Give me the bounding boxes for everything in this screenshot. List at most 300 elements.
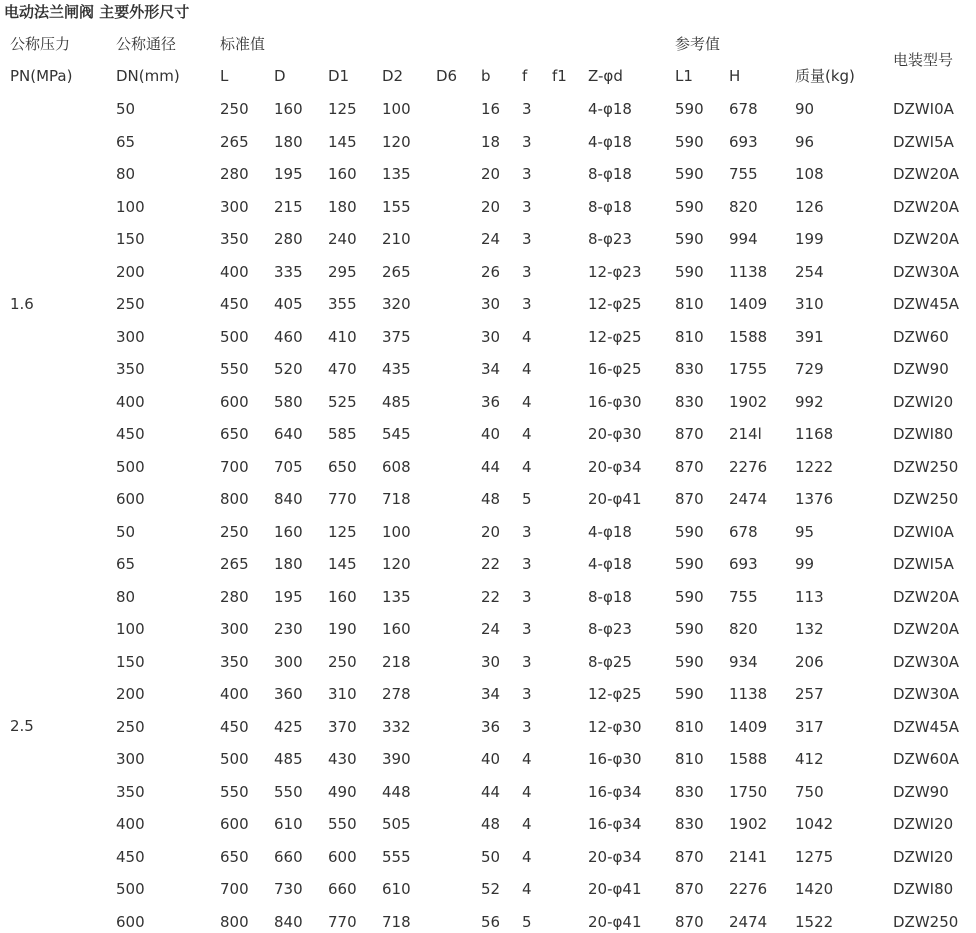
cell-L1: 590 xyxy=(675,198,704,216)
cell-L: 500 xyxy=(220,328,249,346)
cell-f: 3 xyxy=(522,230,532,248)
cell-model: DZWI5A xyxy=(893,555,954,573)
cell-dn: 600 xyxy=(116,913,145,931)
cell-D2: 100 xyxy=(382,100,411,118)
cell-b: 34 xyxy=(481,360,501,378)
cell-D2: 448 xyxy=(382,783,411,801)
cell-z-phid: 12-φ25 xyxy=(588,328,642,346)
cell-b: 44 xyxy=(481,458,501,476)
cell-D2: 120 xyxy=(382,555,411,573)
cell-D: 550 xyxy=(274,783,303,801)
cell-D: 195 xyxy=(274,165,303,183)
cell-D1: 125 xyxy=(328,523,357,541)
cell-mass: 1168 xyxy=(795,425,834,443)
cell-L: 650 xyxy=(220,425,249,443)
cell-f: 4 xyxy=(522,815,532,833)
cell-D1: 550 xyxy=(328,815,357,833)
cell-b: 40 xyxy=(481,750,501,768)
cell-z-phid: 20-φ34 xyxy=(588,848,642,866)
cell-D: 160 xyxy=(274,523,303,541)
cell-b: 20 xyxy=(481,165,501,183)
cell-mass: 99 xyxy=(795,555,815,573)
cell-mass: 317 xyxy=(795,718,824,736)
cell-f: 4 xyxy=(522,783,532,801)
cell-dn: 500 xyxy=(116,880,145,898)
cell-model: DZW20A xyxy=(893,230,960,248)
cell-z-phid: 16-φ25 xyxy=(588,360,642,378)
cell-model: DZWI20 xyxy=(893,815,954,833)
cell-f: 3 xyxy=(522,685,532,703)
cell-mass: 992 xyxy=(795,393,824,411)
cell-L: 400 xyxy=(220,685,249,703)
cell-H: 2141 xyxy=(729,848,768,866)
cell-f: 4 xyxy=(522,458,532,476)
header-pressure-unit: PN(MPa) xyxy=(10,67,73,85)
cell-D1: 660 xyxy=(328,880,357,898)
cell-D1: 250 xyxy=(328,653,357,671)
cell-D: 335 xyxy=(274,263,303,281)
cell-D2: 608 xyxy=(382,458,411,476)
cell-D1: 410 xyxy=(328,328,357,346)
cell-D: 300 xyxy=(274,653,303,671)
header-zphid: Z-φd xyxy=(588,67,623,85)
cell-D: 195 xyxy=(274,588,303,606)
cell-mass: 254 xyxy=(795,263,824,281)
cell-f: 3 xyxy=(522,523,532,541)
cell-f: 3 xyxy=(522,718,532,736)
cell-L: 450 xyxy=(220,295,249,313)
cell-L1: 810 xyxy=(675,718,704,736)
cell-D2: 505 xyxy=(382,815,411,833)
cell-model: DZW90 xyxy=(893,783,949,801)
cell-z-phid: 8-φ18 xyxy=(588,198,632,216)
cell-z-phid: 16-φ34 xyxy=(588,783,642,801)
cell-f: 4 xyxy=(522,328,532,346)
cell-D1: 240 xyxy=(328,230,357,248)
cell-D: 660 xyxy=(274,848,303,866)
cell-mass: 257 xyxy=(795,685,824,703)
cell-z-phid: 12-φ23 xyxy=(588,263,642,281)
cell-z-phid: 4-φ18 xyxy=(588,555,632,573)
cell-dn: 450 xyxy=(116,848,145,866)
cell-D2: 135 xyxy=(382,588,411,606)
cell-f: 3 xyxy=(522,588,532,606)
cell-dn: 200 xyxy=(116,263,145,281)
cell-b: 36 xyxy=(481,393,501,411)
cell-f: 4 xyxy=(522,360,532,378)
cell-D1: 355 xyxy=(328,295,357,313)
cell-L: 265 xyxy=(220,133,249,151)
cell-D: 705 xyxy=(274,458,303,476)
cell-mass: 391 xyxy=(795,328,824,346)
header-D2: D2 xyxy=(382,67,404,85)
cell-H: 1138 xyxy=(729,685,768,703)
cell-L1: 830 xyxy=(675,360,704,378)
cell-L: 550 xyxy=(220,360,249,378)
cell-D: 520 xyxy=(274,360,303,378)
cell-D1: 145 xyxy=(328,133,357,151)
cell-z-phid: 8-φ23 xyxy=(588,230,632,248)
cell-H: 693 xyxy=(729,555,758,573)
cell-D2: 718 xyxy=(382,913,411,931)
cell-L1: 830 xyxy=(675,783,704,801)
cell-mass: 1275 xyxy=(795,848,834,866)
cell-model: DZWI0A xyxy=(893,523,954,541)
cell-model: DZW20A xyxy=(893,588,960,606)
cell-z-phid: 8-φ25 xyxy=(588,653,632,671)
cell-model: DZW250 xyxy=(893,458,959,476)
cell-D: 730 xyxy=(274,880,303,898)
cell-dn: 80 xyxy=(116,165,136,183)
cell-D1: 160 xyxy=(328,588,357,606)
cell-mass: 108 xyxy=(795,165,824,183)
cell-H: 678 xyxy=(729,100,758,118)
cell-f: 3 xyxy=(522,133,532,151)
cell-z-phid: 12-φ25 xyxy=(588,295,642,313)
cell-D: 280 xyxy=(274,230,303,248)
cell-z-phid: 16-φ30 xyxy=(588,393,642,411)
cell-model: DZWI5A xyxy=(893,133,954,151)
page-title: 电动法兰闸阀 主要外形尺寸 xyxy=(4,3,190,21)
cell-f: 3 xyxy=(522,165,532,183)
cell-D: 840 xyxy=(274,490,303,508)
cell-model: DZW30A xyxy=(893,685,960,703)
cell-f: 5 xyxy=(522,913,532,931)
cell-z-phid: 20-φ41 xyxy=(588,490,642,508)
cell-L1: 590 xyxy=(675,523,704,541)
cell-dn: 50 xyxy=(116,523,136,541)
cell-mass: 1042 xyxy=(795,815,834,833)
cell-b: 56 xyxy=(481,913,501,931)
header-L: L xyxy=(220,67,229,85)
cell-L1: 590 xyxy=(675,133,704,151)
cell-mass: 412 xyxy=(795,750,824,768)
cell-L1: 830 xyxy=(675,815,704,833)
cell-z-phid: 20-φ30 xyxy=(588,425,642,443)
cell-H: 820 xyxy=(729,198,758,216)
cell-L1: 590 xyxy=(675,685,704,703)
cell-D1: 430 xyxy=(328,750,357,768)
cell-mass: 126 xyxy=(795,198,824,216)
cell-b: 30 xyxy=(481,295,501,313)
cell-dn: 250 xyxy=(116,718,145,736)
cell-model: DZW45A xyxy=(893,295,960,313)
cell-L1: 810 xyxy=(675,750,704,768)
cell-H: 2474 xyxy=(729,913,768,931)
cell-dn: 150 xyxy=(116,230,145,248)
cell-dn: 400 xyxy=(116,393,145,411)
cell-L1: 590 xyxy=(675,620,704,638)
cell-dn: 300 xyxy=(116,328,145,346)
cell-L1: 870 xyxy=(675,880,704,898)
cell-D2: 332 xyxy=(382,718,411,736)
cell-b: 26 xyxy=(481,263,501,281)
cell-z-phid: 16-φ30 xyxy=(588,750,642,768)
cell-H: 2276 xyxy=(729,880,768,898)
cell-D1: 770 xyxy=(328,490,357,508)
cell-H: 214l xyxy=(729,425,762,443)
cell-dn: 150 xyxy=(116,653,145,671)
cell-D: 485 xyxy=(274,750,303,768)
cell-D: 460 xyxy=(274,328,303,346)
cell-mass: 1522 xyxy=(795,913,834,931)
cell-model: DZW45A xyxy=(893,718,960,736)
cell-model: DZW30A xyxy=(893,653,960,671)
cell-D2: 135 xyxy=(382,165,411,183)
cell-z-phid: 4-φ18 xyxy=(588,133,632,151)
cell-z-phid: 4-φ18 xyxy=(588,100,632,118)
cell-dn: 65 xyxy=(116,555,136,573)
cell-L: 350 xyxy=(220,230,249,248)
cell-L: 700 xyxy=(220,458,249,476)
cell-D2: 718 xyxy=(382,490,411,508)
header-reference: 参考值 xyxy=(675,35,721,53)
cell-D2: 390 xyxy=(382,750,411,768)
cell-b: 44 xyxy=(481,783,501,801)
cell-b: 24 xyxy=(481,230,501,248)
cell-H: 1588 xyxy=(729,750,768,768)
cell-z-phid: 12-φ30 xyxy=(588,718,642,736)
cell-L: 300 xyxy=(220,620,249,638)
cell-L1: 870 xyxy=(675,848,704,866)
cell-b: 16 xyxy=(481,100,501,118)
cell-dn: 350 xyxy=(116,783,145,801)
cell-D: 610 xyxy=(274,815,303,833)
cell-D1: 180 xyxy=(328,198,357,216)
cell-b: 20 xyxy=(481,523,501,541)
cell-mass: 1420 xyxy=(795,880,834,898)
cell-L: 800 xyxy=(220,913,249,931)
cell-H: 820 xyxy=(729,620,758,638)
cell-H: 1902 xyxy=(729,815,768,833)
cell-dn: 65 xyxy=(116,133,136,151)
cell-f: 3 xyxy=(522,198,532,216)
cell-b: 22 xyxy=(481,555,501,573)
cell-D2: 320 xyxy=(382,295,411,313)
cell-L1: 590 xyxy=(675,165,704,183)
cell-H: 1588 xyxy=(729,328,768,346)
cell-D1: 770 xyxy=(328,913,357,931)
pn-group-2: 2.5 xyxy=(10,717,34,735)
cell-D2: 555 xyxy=(382,848,411,866)
cell-D2: 100 xyxy=(382,523,411,541)
header-f: f xyxy=(522,67,528,85)
cell-D: 580 xyxy=(274,393,303,411)
cell-D2: 545 xyxy=(382,425,411,443)
cell-L: 700 xyxy=(220,880,249,898)
cell-L1: 830 xyxy=(675,393,704,411)
cell-mass: 729 xyxy=(795,360,824,378)
cell-dn: 350 xyxy=(116,360,145,378)
cell-D2: 120 xyxy=(382,133,411,151)
cell-model: DZWI20 xyxy=(893,848,954,866)
cell-f: 4 xyxy=(522,848,532,866)
cell-L: 280 xyxy=(220,165,249,183)
cell-f: 3 xyxy=(522,100,532,118)
header-model: 电装型号 xyxy=(893,51,954,69)
cell-L1: 590 xyxy=(675,230,704,248)
cell-D1: 125 xyxy=(328,100,357,118)
cell-model: DZW20A xyxy=(893,165,960,183)
cell-D1: 525 xyxy=(328,393,357,411)
cell-H: 1409 xyxy=(729,718,768,736)
header-H: H xyxy=(729,67,741,85)
cell-D: 180 xyxy=(274,133,303,151)
cell-L: 600 xyxy=(220,815,249,833)
cell-D1: 310 xyxy=(328,685,357,703)
cell-H: 1409 xyxy=(729,295,768,313)
cell-model: DZWI80 xyxy=(893,425,954,443)
cell-D2: 218 xyxy=(382,653,411,671)
header-mass: 质量(kg) xyxy=(795,67,855,85)
cell-mass: 199 xyxy=(795,230,824,248)
cell-model: DZW250 xyxy=(893,913,959,931)
cell-dn: 300 xyxy=(116,750,145,768)
cell-H: 755 xyxy=(729,165,758,183)
header-standard: 标准值 xyxy=(220,35,266,53)
cell-dn: 200 xyxy=(116,685,145,703)
cell-dn: 600 xyxy=(116,490,145,508)
cell-mass: 95 xyxy=(795,523,815,541)
cell-D2: 435 xyxy=(382,360,411,378)
cell-f: 3 xyxy=(522,263,532,281)
header-diameter-unit: DN(mm) xyxy=(116,67,180,85)
cell-model: DZWI0A xyxy=(893,100,954,118)
cell-f: 3 xyxy=(522,620,532,638)
cell-z-phid: 20-φ34 xyxy=(588,458,642,476)
cell-H: 2474 xyxy=(729,490,768,508)
cell-dn: 250 xyxy=(116,295,145,313)
cell-b: 34 xyxy=(481,685,501,703)
cell-D2: 278 xyxy=(382,685,411,703)
cell-b: 50 xyxy=(481,848,501,866)
cell-D1: 585 xyxy=(328,425,357,443)
cell-b: 30 xyxy=(481,328,501,346)
cell-L: 500 xyxy=(220,750,249,768)
cell-H: 934 xyxy=(729,653,758,671)
cell-mass: 113 xyxy=(795,588,824,606)
cell-H: 755 xyxy=(729,588,758,606)
cell-mass: 1376 xyxy=(795,490,834,508)
cell-L: 350 xyxy=(220,653,249,671)
cell-z-phid: 20-φ41 xyxy=(588,880,642,898)
cell-D: 425 xyxy=(274,718,303,736)
cell-H: 1138 xyxy=(729,263,768,281)
cell-b: 48 xyxy=(481,490,501,508)
cell-b: 20 xyxy=(481,198,501,216)
cell-H: 1750 xyxy=(729,783,768,801)
cell-mass: 310 xyxy=(795,295,824,313)
cell-f: 5 xyxy=(522,490,532,508)
cell-D: 180 xyxy=(274,555,303,573)
cell-L: 550 xyxy=(220,783,249,801)
cell-f: 3 xyxy=(522,653,532,671)
cell-D1: 490 xyxy=(328,783,357,801)
cell-b: 48 xyxy=(481,815,501,833)
cell-D1: 600 xyxy=(328,848,357,866)
cell-f: 4 xyxy=(522,393,532,411)
cell-mass: 1222 xyxy=(795,458,834,476)
header-f1: f1 xyxy=(552,67,567,85)
cell-H: 994 xyxy=(729,230,758,248)
cell-f: 4 xyxy=(522,880,532,898)
cell-model: DZW60 xyxy=(893,328,949,346)
cell-L1: 590 xyxy=(675,588,704,606)
cell-H: 1902 xyxy=(729,393,768,411)
cell-D: 230 xyxy=(274,620,303,638)
cell-f: 4 xyxy=(522,425,532,443)
cell-model: DZW250 xyxy=(893,490,959,508)
cell-L: 800 xyxy=(220,490,249,508)
cell-mass: 96 xyxy=(795,133,815,151)
cell-model: DZW20A xyxy=(893,198,960,216)
cell-model: DZW30A xyxy=(893,263,960,281)
cell-L: 250 xyxy=(220,523,249,541)
cell-D: 160 xyxy=(274,100,303,118)
cell-L1: 870 xyxy=(675,490,704,508)
cell-D2: 160 xyxy=(382,620,411,638)
cell-b: 30 xyxy=(481,653,501,671)
cell-dn: 80 xyxy=(116,588,136,606)
cell-L1: 810 xyxy=(675,295,704,313)
cell-L1: 590 xyxy=(675,653,704,671)
cell-b: 52 xyxy=(481,880,501,898)
cell-z-phid: 4-φ18 xyxy=(588,523,632,541)
cell-dn: 50 xyxy=(116,100,136,118)
cell-model: DZWI20 xyxy=(893,393,954,411)
cell-D: 640 xyxy=(274,425,303,443)
cell-z-phid: 8-φ18 xyxy=(588,588,632,606)
header-pressure-cn: 公称压力 xyxy=(10,35,71,53)
cell-H: 1755 xyxy=(729,360,768,378)
header-D6: D6 xyxy=(436,67,458,85)
cell-D2: 265 xyxy=(382,263,411,281)
cell-b: 22 xyxy=(481,588,501,606)
cell-D2: 155 xyxy=(382,198,411,216)
cell-dn: 450 xyxy=(116,425,145,443)
cell-model: DZW60A xyxy=(893,750,960,768)
cell-z-phid: 8-φ23 xyxy=(588,620,632,638)
cell-dn: 100 xyxy=(116,198,145,216)
cell-D: 840 xyxy=(274,913,303,931)
cell-dn: 400 xyxy=(116,815,145,833)
cell-L: 265 xyxy=(220,555,249,573)
cell-L: 250 xyxy=(220,100,249,118)
cell-L: 450 xyxy=(220,718,249,736)
cell-L: 400 xyxy=(220,263,249,281)
cell-f: 3 xyxy=(522,295,532,313)
cell-b: 40 xyxy=(481,425,501,443)
cell-D2: 375 xyxy=(382,328,411,346)
cell-D: 215 xyxy=(274,198,303,216)
header-L1: L1 xyxy=(675,67,693,85)
header-diameter-cn: 公称通径 xyxy=(116,35,177,53)
header-D1: D1 xyxy=(328,67,350,85)
cell-dn: 500 xyxy=(116,458,145,476)
cell-b: 24 xyxy=(481,620,501,638)
cell-z-phid: 12-φ25 xyxy=(588,685,642,703)
cell-L1: 810 xyxy=(675,328,704,346)
cell-L1: 870 xyxy=(675,458,704,476)
cell-L1: 870 xyxy=(675,425,704,443)
cell-D2: 210 xyxy=(382,230,411,248)
cell-H: 678 xyxy=(729,523,758,541)
cell-mass: 90 xyxy=(795,100,815,118)
cell-L: 280 xyxy=(220,588,249,606)
cell-f: 4 xyxy=(522,750,532,768)
cell-D: 360 xyxy=(274,685,303,703)
cell-D1: 650 xyxy=(328,458,357,476)
